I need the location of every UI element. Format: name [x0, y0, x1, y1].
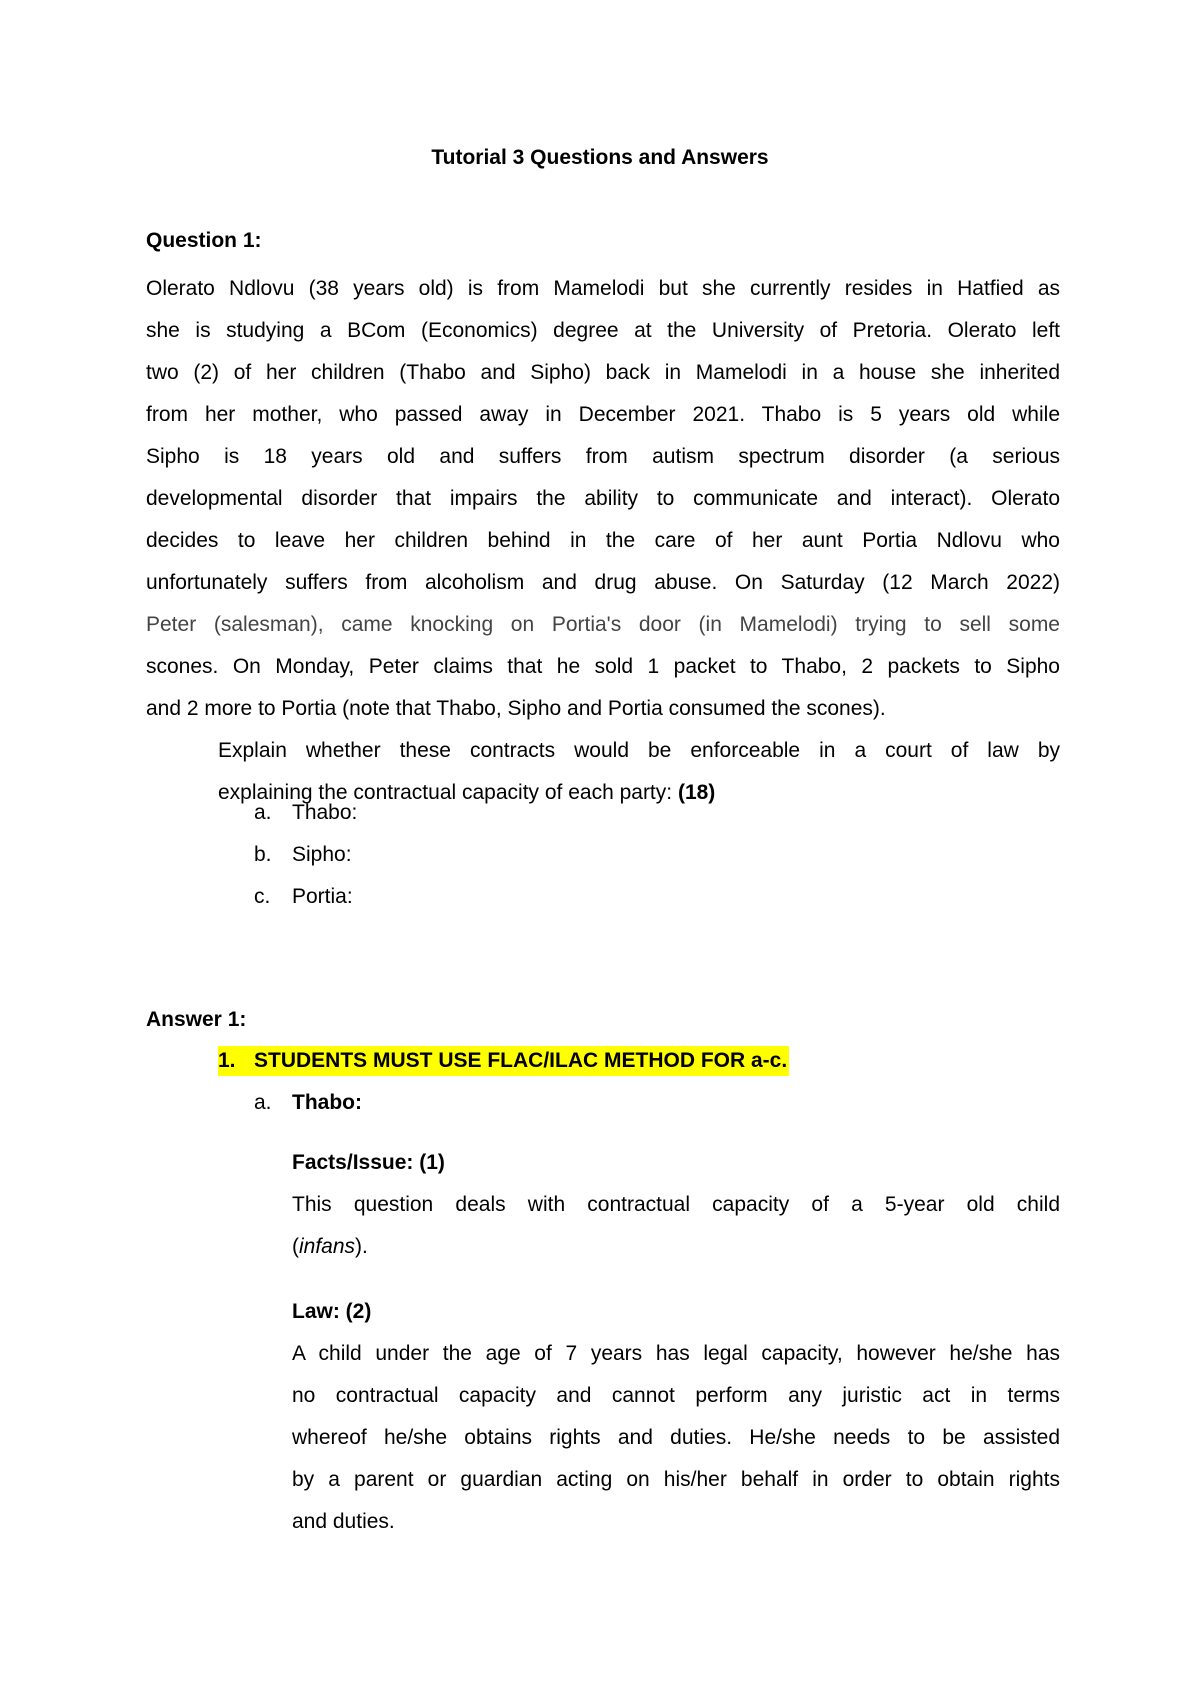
answer-heading: Answer 1:	[146, 1008, 247, 1031]
law-line: whereof he/she obtains rights and duties. He/she needs to be assisted	[292, 1426, 1060, 1449]
subitem-letter: a.	[254, 1091, 272, 1114]
question-line: developmental disorder that impairs the ability to communicate and interact). Olerato	[146, 487, 1060, 510]
answer-subitem	[254, 1088, 362, 1118]
facts-open: (	[292, 1235, 299, 1258]
option-item	[254, 882, 353, 912]
question-line: unfortunately suffers from alcoholism and drug abuse. On Saturday (12 March 2022)	[146, 571, 1060, 594]
option-label: Sipho:	[292, 843, 352, 866]
facts-line	[292, 1226, 1060, 1268]
law-line: and duties.	[292, 1510, 395, 1533]
question-line: scones. On Monday, Peter claims that he sold 1 packet to Thabo, 2 packets to Sipho	[146, 655, 1060, 678]
option-letter: a.	[254, 801, 272, 824]
question-line: decides to leave her children behind in the care of her aunt Portia Ndlovu who	[146, 529, 1060, 552]
option-label: Thabo:	[292, 801, 358, 824]
instruction-marks: (18)	[677, 781, 716, 804]
method-highlight	[218, 1046, 789, 1076]
law-line: by a parent or guardian acting on his/her behalf in order to obtain rights	[292, 1468, 1060, 1491]
facts-close: ).	[355, 1235, 368, 1258]
law-line: no contractual capacity and cannot perform any juristic act in terms	[292, 1384, 1060, 1407]
instruction-text: explaining the contractual capacity of each party:	[218, 781, 673, 804]
option-item	[254, 798, 357, 828]
option-letter: c.	[254, 885, 271, 908]
question-line: Peter (salesman), came knocking on Portia's door (in Mamelodi) trying to sell some	[146, 613, 1060, 636]
question-line: Olerato Ndlovu (38 years old) is from Mamelodi but she currently resides in Hatfied as	[146, 277, 1060, 300]
method-number: 1.	[218, 1049, 236, 1072]
question-line: from her mother, who passed away in December 2021. Thabo is 5 years old while	[146, 403, 1060, 426]
option-label: Portia:	[292, 885, 353, 908]
facts-line: This question deals with contractual capacity of a 5-year old child	[292, 1193, 1060, 1216]
facts-text	[292, 1184, 1060, 1268]
option-item	[254, 840, 352, 870]
question-line: and 2 more to Portia (note that Thabo, Sipho and Portia consumed the scones).	[146, 697, 886, 720]
question-line: two (2) of her children (Thabo and Sipho) back in Mamelodi in a house she inherited	[146, 361, 1060, 384]
question-paragraph	[146, 268, 1060, 730]
subitem-label: Thabo:	[292, 1091, 362, 1114]
facts-heading: Facts/Issue: (1)	[292, 1151, 445, 1174]
document-title: Tutorial 3 Questions and Answers	[431, 146, 769, 169]
law-line: A child under the age of 7 years has legal capacity, however he/she has	[292, 1342, 1060, 1365]
question-line: Sipho is 18 years old and suffers from autism spectrum disorder (a serious	[146, 445, 1060, 468]
question-heading: Question 1:	[146, 229, 262, 252]
law-text	[292, 1333, 1060, 1543]
facts-italic-term: infans	[299, 1235, 356, 1258]
method-text: STUDENTS MUST USE FLAC/ILAC METHOD FOR a-c.	[254, 1049, 788, 1072]
law-heading: Law: (2)	[292, 1300, 372, 1323]
option-letter: b.	[254, 843, 272, 866]
instruction-line: Explain whether these contracts would be enforceable in a court of law by	[218, 739, 1060, 762]
question-line: she is studying a BCom (Economics) degree at the University of Pretoria. Olerato left	[146, 319, 1060, 342]
